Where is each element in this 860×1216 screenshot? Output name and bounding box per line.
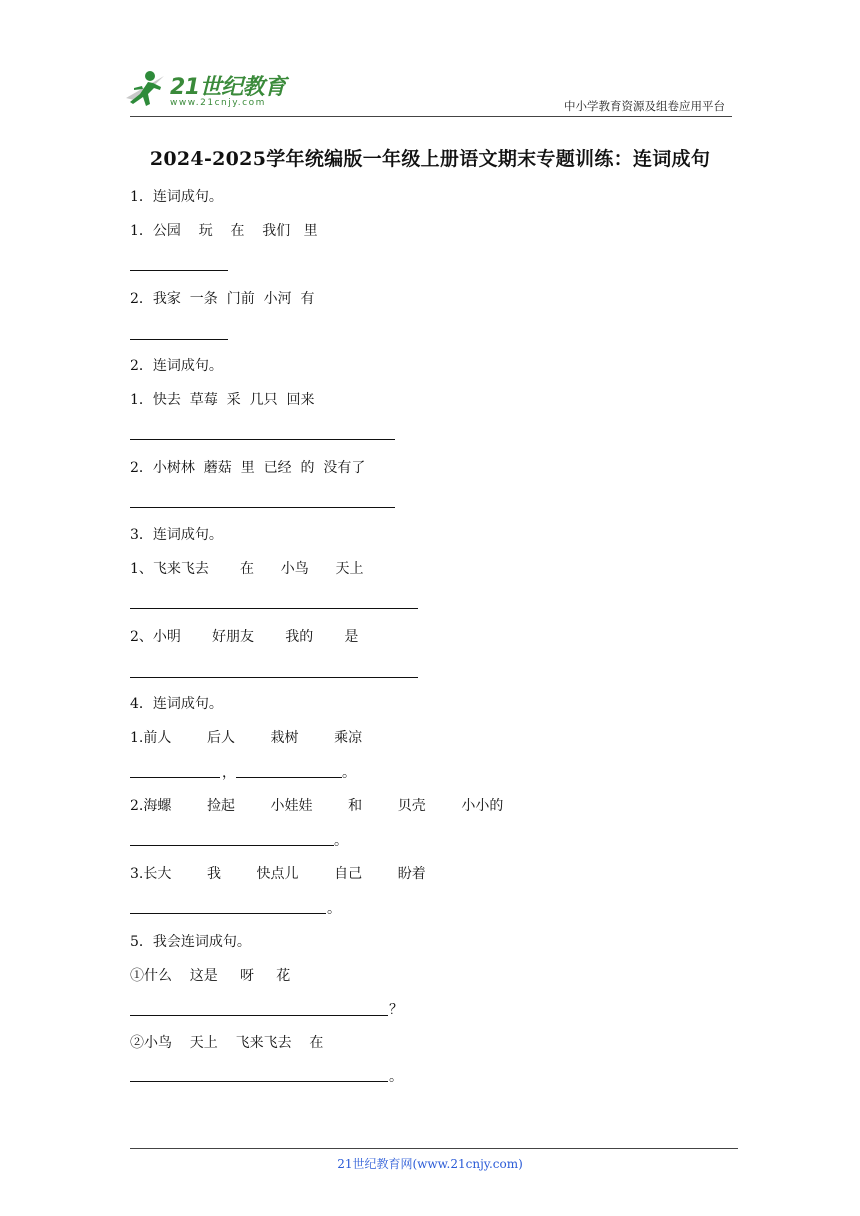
q5-period: 。 [389,1069,403,1085]
q1-heading: 1．连词成句。 [130,189,223,205]
logo-text: 21世纪教育 [170,75,286,100]
q4-answer-line-3[interactable] [130,913,326,914]
q1-answer-line-2[interactable] [130,339,228,340]
q5-item-2: ②小鸟 天上 飞来飞去 在 [130,1035,324,1051]
q5-heading: 5．我会连词成句。 [130,934,251,950]
q4-item-1: 1.前人 后人 栽树 乘凉 [130,730,363,746]
q2-item-1: 1．快去 草莓 采 几只 回来 [130,392,315,408]
q2-item-2: 2．小树林 蘑菇 里 已经 的 没有了 [130,460,366,476]
runner-logo-icon [120,68,168,114]
footer-link[interactable]: 21世纪教育网(www.21cnjy.com) [337,1157,523,1171]
q1-item-2: 2．我家 一条 门前 小河 有 [130,291,315,307]
q1-answer-line-1[interactable] [130,270,228,271]
header-divider [130,116,732,117]
q4-answer-line-1a[interactable] [130,777,220,778]
q4-item-2: 2.海螺 捡起 小娃娃 和 贝壳 小小的 [130,798,504,814]
q4-period-2: 。 [334,833,348,849]
q2-heading: 2．连词成句。 [130,358,223,374]
q2-answer-line-2[interactable] [130,507,395,508]
logo [120,68,295,114]
q4-heading: 4．连词成句。 [130,696,223,712]
page-title: 2024-2025学年统编版一年级上册语文期末专题训练：连词成句 [149,148,711,170]
q3-answer-line-1[interactable] [130,608,418,609]
q3-heading: 3．连词成句。 [130,527,223,543]
q5-item-1: ①什么 这是 呀 花 [130,968,291,984]
q5-answer-line-2[interactable] [130,1081,388,1082]
q4-item-3: 3.长大 我 快点儿 自己 盼着 [130,866,426,882]
q3-item-1: 1、飞来飞去 在 小鸟 天上 [130,561,364,577]
q5-question-mark: ？ [389,1002,403,1018]
logo-url: www.21cnjy.com [170,98,266,108]
platform-label: 中小学教育资源及组卷应用平台 [564,99,725,113]
q3-item-2: 2、小明 好朋友 我的 是 [130,629,359,645]
q3-answer-line-2[interactable] [130,677,418,678]
q1-item-1: 1．公园 玩 在 我们 里 [130,223,318,239]
q4-period-1: 。 [342,765,356,781]
q2-answer-line-1[interactable] [130,439,395,440]
q5-answer-line-1[interactable] [130,1015,388,1016]
q4-answer-line-1b[interactable] [236,777,342,778]
q4-period-3: 。 [327,901,341,917]
footer-divider [130,1148,738,1149]
q4-comma: ， [222,765,236,781]
q4-answer-line-2[interactable] [130,845,334,846]
